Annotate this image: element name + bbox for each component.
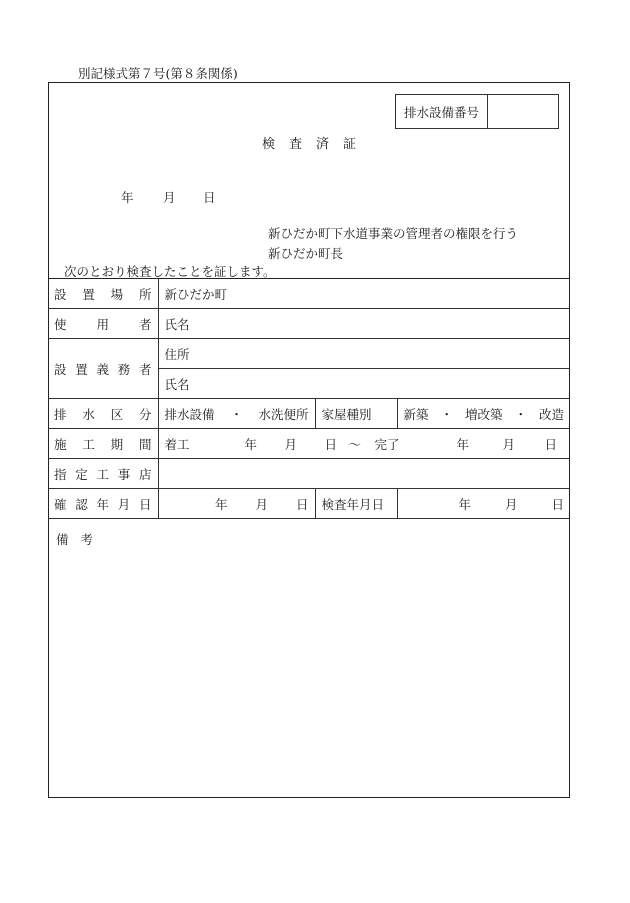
- inspect-month-label: 月: [504, 496, 518, 512]
- issuer-line-2: 新ひだか町長: [268, 246, 344, 261]
- issue-month-label: 月: [163, 190, 176, 205]
- separator-dot: ・: [230, 406, 243, 422]
- period-end-label: 完了: [374, 436, 400, 452]
- table-row: [48, 309, 570, 339]
- drain-class-label: [48, 399, 158, 429]
- drainage-number-label: 排水設備番号: [396, 95, 488, 128]
- certification-statement: 次のとおり検査したことを証します。: [64, 264, 276, 279]
- certificate-table: [48, 278, 570, 519]
- start-day-label: 日: [324, 436, 338, 452]
- construction-period-field[interactable]: [158, 429, 570, 459]
- table-row: [48, 459, 570, 489]
- table-row: [48, 279, 570, 309]
- period-label-text: 施 工 期 間: [54, 436, 152, 452]
- issue-year-label: 年: [121, 190, 134, 205]
- contractor-label: [48, 459, 158, 489]
- option-extension[interactable]: 増改築: [465, 406, 503, 422]
- inspect-day-label: 日: [551, 496, 565, 512]
- separator-dot: ・: [440, 406, 454, 422]
- user-label-text: 使 用 者: [54, 316, 152, 332]
- end-month-label: 月: [502, 436, 516, 452]
- user-label: [48, 309, 158, 339]
- inspect-date-parts: [404, 495, 565, 513]
- house-type-label: 家屋種別: [315, 399, 397, 429]
- confirm-date-label: [48, 489, 158, 519]
- confirm-month-label: 月: [255, 496, 268, 512]
- table-row: [48, 399, 570, 429]
- obligor-address-field[interactable]: 住所: [158, 339, 570, 369]
- drainage-number-box: [395, 94, 559, 129]
- start-month-label: 月: [284, 436, 298, 452]
- confirm-date-field[interactable]: [158, 489, 315, 519]
- drain-class-options-list: [165, 405, 309, 423]
- drainage-number-field[interactable]: [488, 95, 558, 128]
- user-name-field[interactable]: 氏名: [158, 309, 570, 339]
- obligor-name-field[interactable]: 氏名: [158, 369, 570, 399]
- location-label: [48, 279, 158, 309]
- end-day-label: 日: [544, 436, 558, 452]
- house-type-options-list: [404, 405, 565, 423]
- table-row: [48, 489, 570, 519]
- option-new-build[interactable]: 新築: [403, 406, 429, 422]
- contractor-field[interactable]: [158, 459, 570, 489]
- obligor-label-text: 設 置 義 務 者: [54, 361, 152, 377]
- end-year-label: 年: [456, 436, 470, 452]
- period-tilde: 〜: [348, 436, 362, 452]
- form-note: 別記様式第７号(第８条関係): [78, 66, 238, 81]
- drain-class-label-text: 排 水 区 分: [54, 406, 152, 422]
- certificate-title: 検査済証: [262, 137, 371, 152]
- contractor-label-text: 指 定 工 事 店: [54, 466, 152, 482]
- drain-class-options[interactable]: [158, 399, 315, 429]
- separator-dot: ・: [514, 406, 528, 422]
- table-row: [48, 429, 570, 459]
- inspect-year-label: 年: [458, 496, 471, 512]
- confirm-year-label: 年: [214, 496, 228, 512]
- start-year-label: 年: [244, 436, 258, 452]
- inspect-date-label: 検査年月日: [315, 489, 397, 519]
- confirm-date-label-text: 確 認 年 月 日: [54, 496, 152, 512]
- house-type-options[interactable]: [397, 399, 570, 429]
- period-label: [48, 429, 158, 459]
- period-start-label: 着工: [164, 436, 190, 452]
- option-flush-toilet[interactable]: 水洗便所: [258, 406, 309, 422]
- issue-day-label: 日: [203, 190, 216, 205]
- table-row: [48, 339, 570, 369]
- period-line: [165, 435, 565, 453]
- remarks-label: 備考: [56, 532, 106, 547]
- location-value[interactable]: 新ひだか町: [158, 279, 570, 309]
- issuer-line-1: 新ひだか町下水道事業の管理者の権限を行う: [268, 226, 519, 241]
- confirm-day-label: 日: [295, 496, 309, 512]
- obligor-label: [48, 339, 158, 399]
- inspect-date-field[interactable]: [397, 489, 570, 519]
- confirm-date-parts: [165, 495, 309, 513]
- option-drainage[interactable]: 排水設備: [164, 406, 215, 422]
- location-label-text: 設 置 場 所: [54, 286, 152, 302]
- option-renovation[interactable]: 改造: [539, 406, 565, 422]
